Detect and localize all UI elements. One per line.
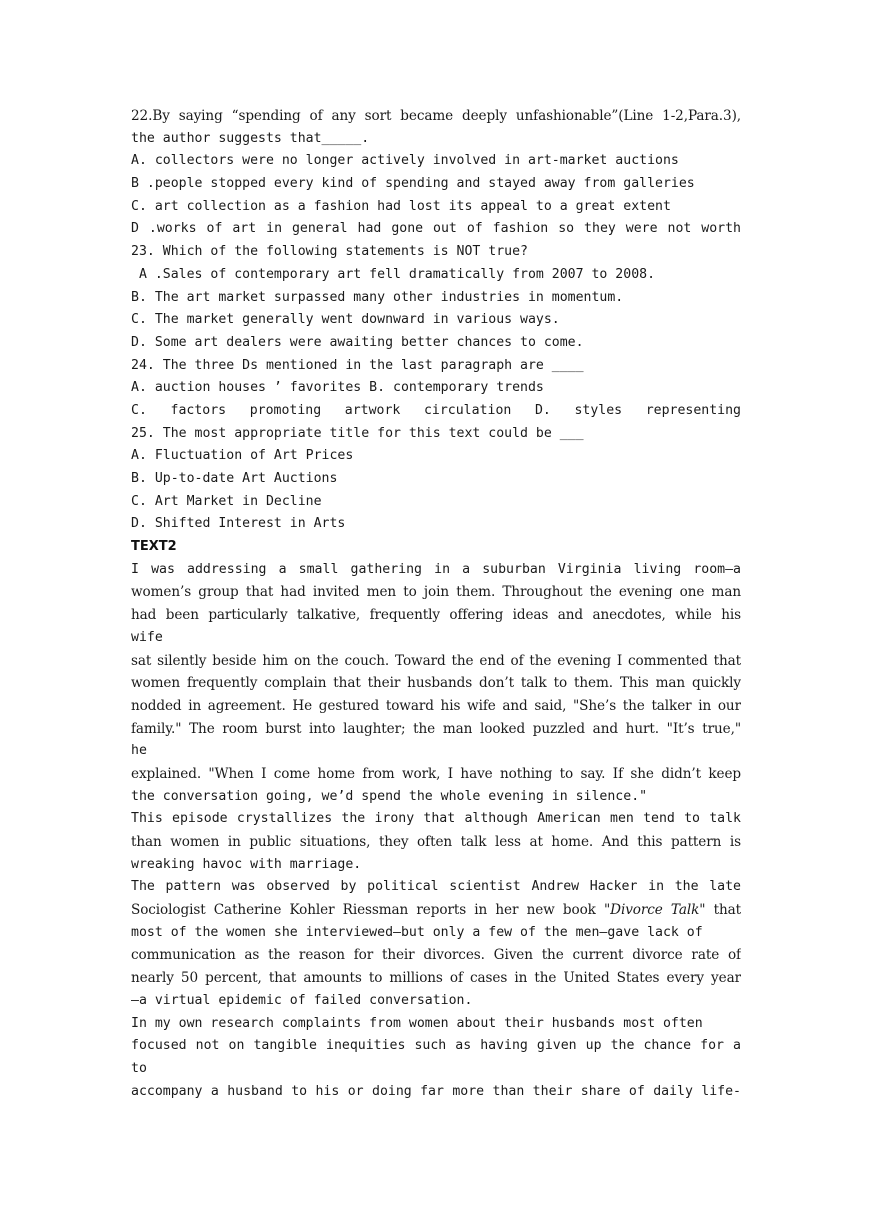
- passage-line: the conversation going, we’d spend the whole evening in silence.": [131, 788, 648, 804]
- q25-option-d: D. Shifted Interest in Arts: [131, 516, 346, 532]
- passage-line: —a virtual epidemic of failed conversation.: [131, 992, 473, 1008]
- q25-option-c: C. Art Market in Decline: [131, 493, 322, 509]
- section-heading: TEXT2: [131, 539, 177, 555]
- passage-line: nodded in agreement. He gestured toward his wife and said, "She’s the talker in our: [131, 697, 741, 714]
- passage-line: had been particularly talkative, frequently offering ideas and anecdotes, while his: [131, 607, 741, 624]
- passage-line: most of the women she interviewed—but only a few of the men—gave lack of: [131, 924, 703, 940]
- passage-line: women’s group that had invited men to join them. Throughout the evening one man: [131, 584, 741, 601]
- document-page: [131, 105, 741, 1103]
- passage-line: The pattern was observed by political scientist Andrew Hacker in the late: [131, 879, 741, 895]
- book-title: "Divorce Talk": [604, 902, 706, 919]
- q23-option-a: A .Sales of contemporary art fell dramatically from 2007 to 2008.: [131, 266, 656, 282]
- passage-line: communication as the reason for their divorces. Given the current divorce rate of: [131, 947, 741, 964]
- q22-option-c: C. art collection as a fashion had lost its appeal to a great extent: [131, 198, 671, 214]
- passage-line: accompany a husband to his or doing far more than their share of daily life-: [131, 1083, 741, 1099]
- passage-line: In my own research complaints from women about their husbands most often: [131, 1015, 703, 1031]
- passage-line: wreaking havoc with marriage.: [131, 856, 362, 872]
- q25-option-b: B. Up-to-date Art Auctions: [131, 471, 338, 486]
- q22-stem: 22.By saying “spending of any sort became deeply unfashionable”(Line 1-2,Para.3),: [131, 108, 741, 124]
- passage-line: than women in public situations, they often talk less at home. And this pattern is: [131, 834, 741, 850]
- q22-option-a: A. collectors were no longer actively involved in art-market auctions: [131, 153, 679, 169]
- q25-option-a: A. Fluctuation of Art Prices: [131, 448, 354, 464]
- passage-text: Sociologist Catherine Kohler Riessman reports in her new book: [131, 902, 596, 919]
- passage-line: focused not on tangible inequities such as having given up the chance for a: [131, 1038, 741, 1054]
- passage-line: sat silently beside him on the couch. Toward the end of the evening I commented that: [131, 652, 741, 669]
- q24-options-ab: A. auction houses ’ favorites B. contemporary trends: [131, 380, 544, 396]
- q22-stem-cont: the author suggests that_____.: [131, 130, 370, 146]
- passage-line: he: [131, 743, 147, 759]
- passage-line: wife: [131, 629, 163, 645]
- q24-options-cd: C. factors promoting artwork circulation D. styles representing: [131, 402, 741, 418]
- passage-line: women frequently complain that their husbands don’t talk to them. This man quickly: [131, 675, 741, 692]
- q22-option-d: D .works of art in general had gone out of fashion so they were not worth: [131, 221, 741, 237]
- q25-stem: 25. The most appropriate title for this text could be ___: [131, 425, 584, 441]
- passage-text: that: [705, 902, 741, 919]
- passage-line: This episode crystallizes the irony that although American men tend to talk: [131, 811, 741, 827]
- passage-line: I was addressing a small gathering in a suburban Virginia living room—a: [131, 561, 741, 577]
- passage-line: family." The room burst into laughter; the man looked puzzled and hurt. "It’s true,": [131, 720, 741, 737]
- q24-stem: 24. The three Ds mentioned in the last paragraph are ____: [131, 357, 584, 373]
- passage-line: explained. "When I come home from work, I have nothing to say. If she didn’t keep: [131, 765, 741, 782]
- passage-line: to: [131, 1060, 147, 1076]
- q23-option-b: B. The art market surpassed many other industries in momentum.: [131, 289, 624, 305]
- q23-option-c: C. The market generally went downward in various ways.: [131, 312, 560, 328]
- passage-line: nearly 50 percent, that amounts to millions of cases in the United States every year: [131, 970, 741, 987]
- passage-line-book: [131, 899, 741, 922]
- q23-stem: 23. Which of the following statements is NOT true?: [131, 244, 528, 260]
- q22-option-b: B .people stopped every kind of spending and stayed away from galleries: [131, 176, 695, 192]
- q23-option-d: D. Some art dealers were awaiting better chances to come.: [131, 334, 584, 350]
